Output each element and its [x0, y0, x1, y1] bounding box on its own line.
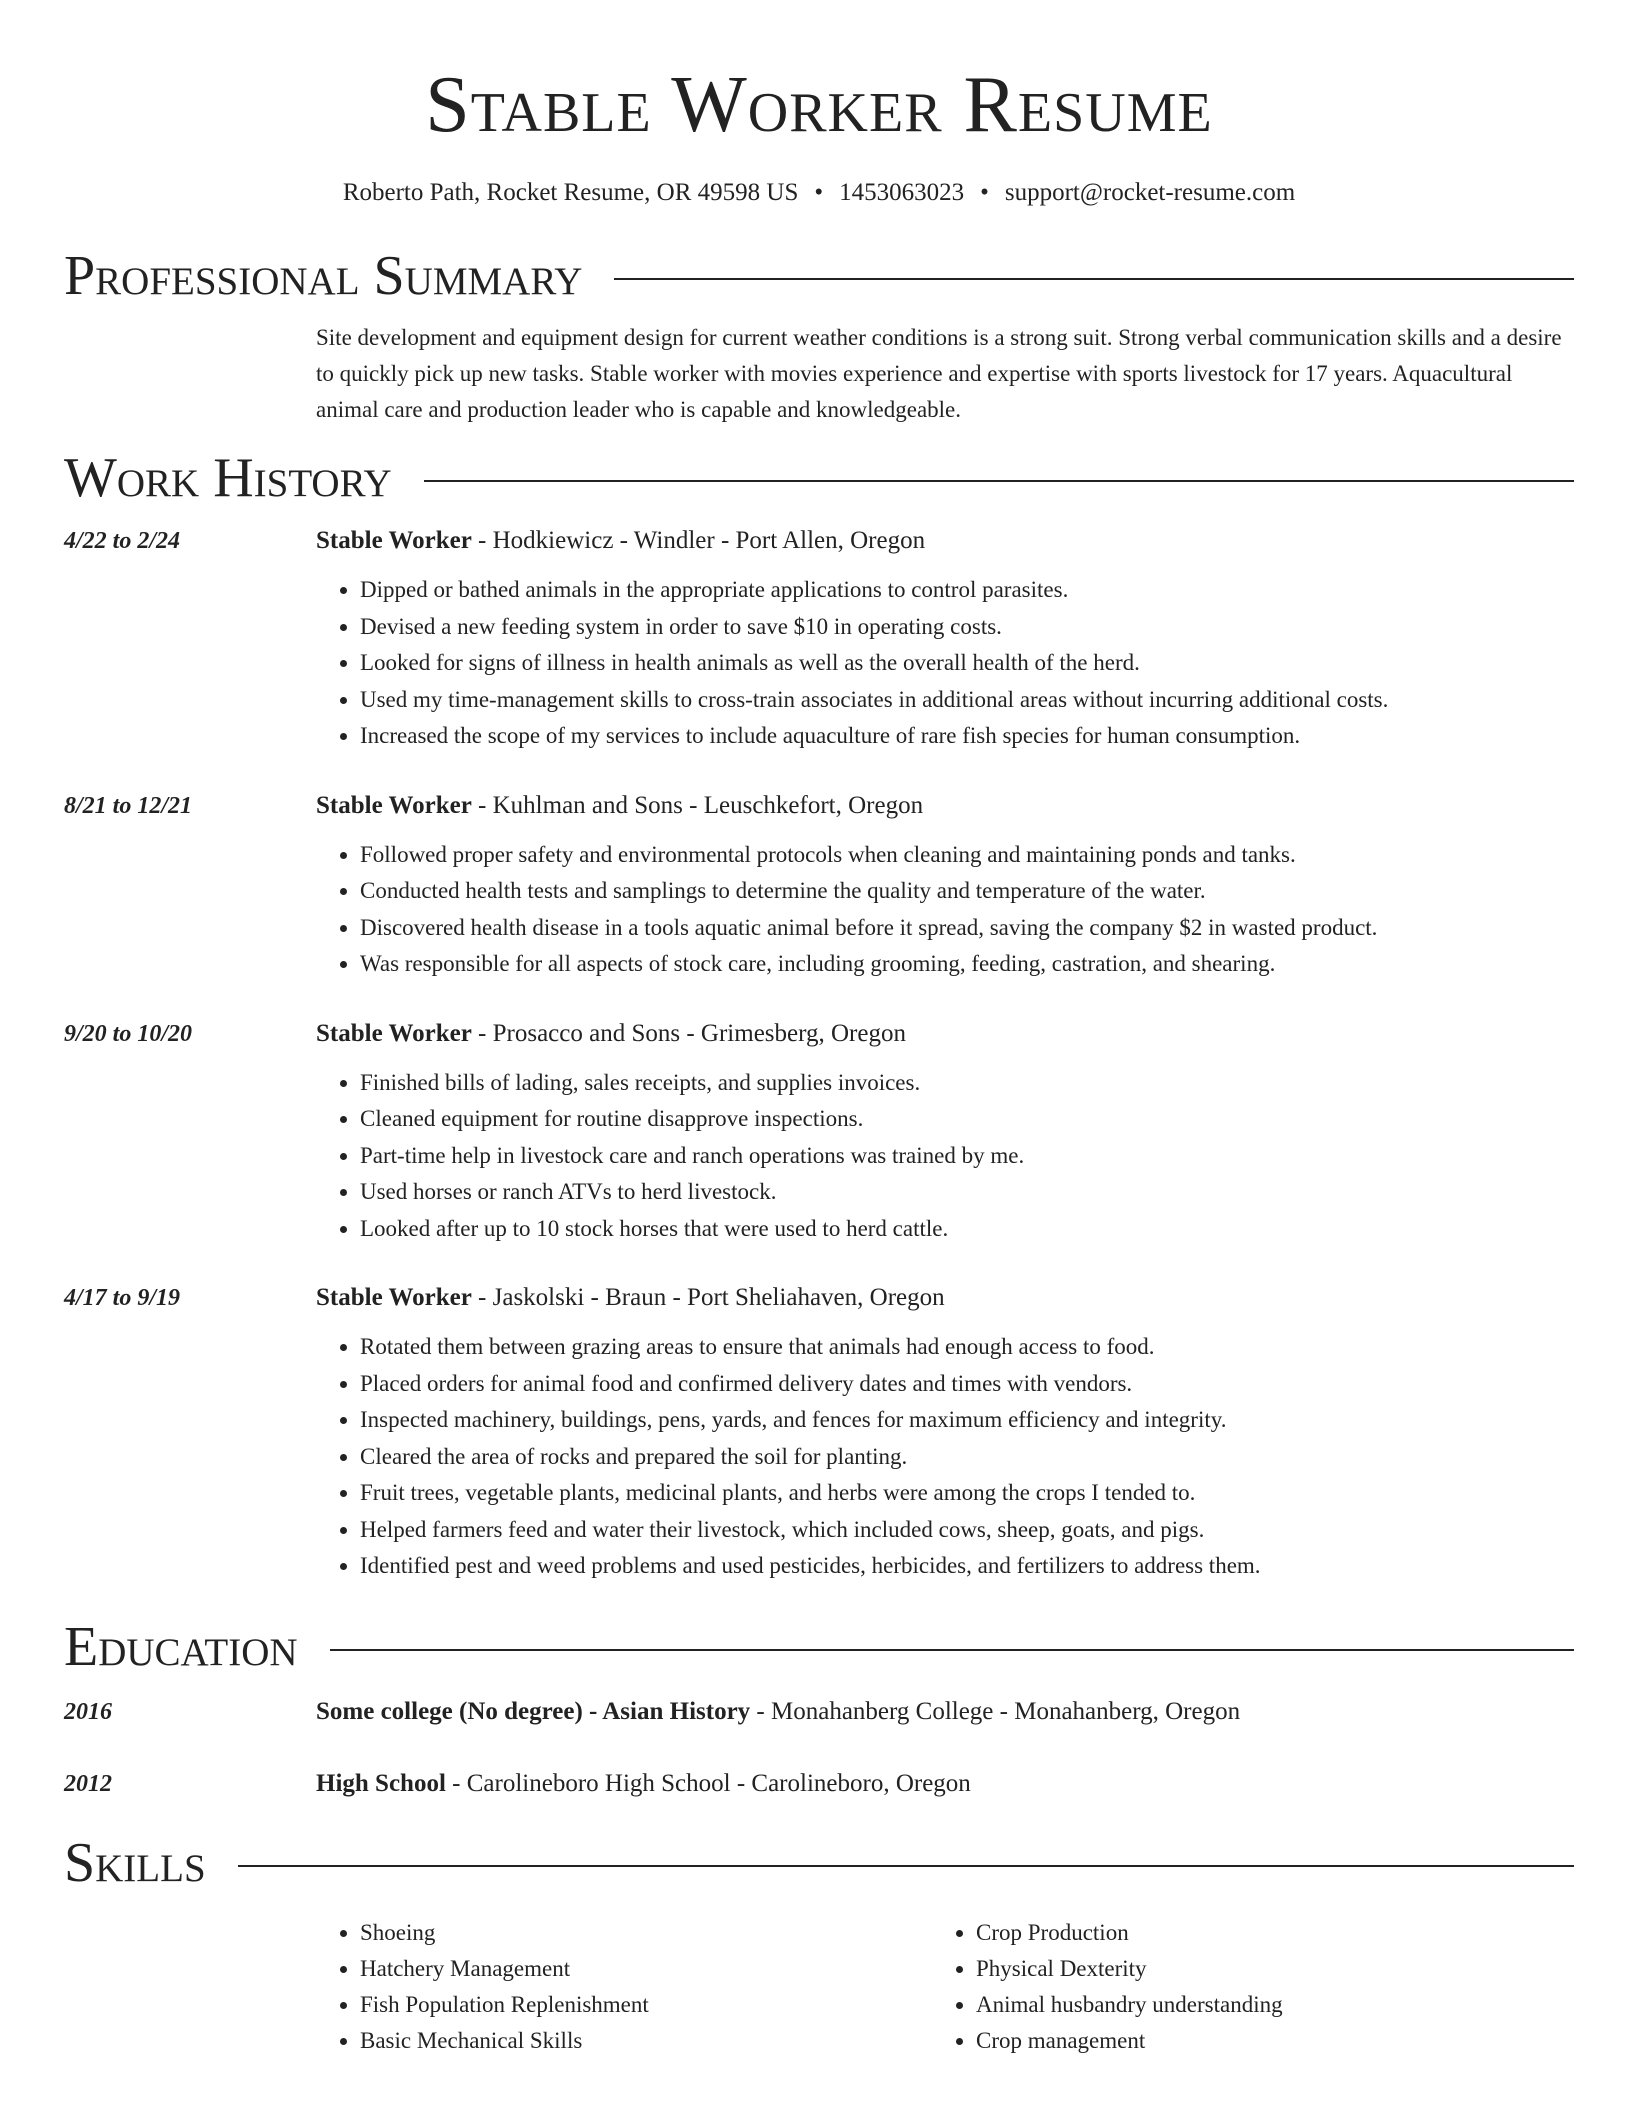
list-item: • Helped farmers feed and water their livestock, which included cows, sheep, goats, and pigs. — [360, 1512, 1574, 1549]
education-details: - Monahanberg College - Monahanberg, Oregon — [750, 1697, 1241, 1725]
skill-item: • Hatchery Management — [360, 1951, 932, 1987]
list-item: • Followed proper safety and environmental protocols when cleaning and maintaining ponds and tanks. — [360, 837, 1574, 874]
job-details: - Jaskolski - Braun - Port Sheliahaven, Oregon — [471, 1284, 945, 1311]
job-title: Stable Worker — [316, 1019, 472, 1047]
job-entry — [64, 1281, 1574, 1585]
job-bullets — [316, 572, 1574, 755]
list-item: • Rotated them between grazing areas to ensure that animals had enough access to food. — [360, 1329, 1574, 1366]
list-item: • Finished bills of lading, sales receipts, and supplies invoices. — [360, 1065, 1574, 1102]
section-rule — [614, 278, 1574, 280]
list-item: • Conducted health tests and samplings to determine the quality and temperature of the water. — [360, 873, 1574, 910]
resume-page — [64, 0, 1574, 2059]
list-item: • Placed orders for animal food and confirmed delivery dates and times with vendors. — [360, 1366, 1574, 1403]
list-item: • Looked for signs of illness in health animals as well as the overall health of the herd. — [360, 645, 1574, 682]
list-item: • Discovered health disease in a tools aquatic animal before it spread, saving the company $2 in wasted product. — [360, 910, 1574, 947]
education-degree: Some college (No degree) - Asian History — [316, 1697, 751, 1725]
section-title: Education — [64, 1615, 298, 1678]
skill-item: • Crop Production — [976, 1915, 1283, 1951]
job-details: - Kuhlman and Sons - Leuschkefort, Oregon — [471, 791, 924, 819]
education-date: 2016 — [64, 1698, 112, 1725]
education-degree: High School — [316, 1769, 446, 1797]
job-title: Stable Worker — [316, 527, 472, 554]
section-skills — [64, 1831, 1574, 1895]
separator-dot: • — [980, 179, 989, 206]
skills-column-left — [316, 1915, 932, 2059]
education-entry — [64, 1767, 1574, 1801]
skill-item: • Basic Mechanical Skills — [360, 2023, 932, 2059]
list-item: • Devised a new feeding system in order to save $10 in operating costs. — [360, 609, 1574, 646]
contact-address: Roberto Path, Rocket Resume, OR 49598 US — [342, 179, 799, 206]
section-rule — [238, 1865, 1574, 1867]
contact-line — [64, 178, 1574, 208]
list-item: • Used horses or ranch ATVs to herd livestock. — [360, 1174, 1574, 1211]
section-professional-summary — [64, 244, 1574, 308]
separator-dot: • — [814, 179, 824, 206]
job-entry — [64, 524, 1574, 755]
section-title: Professional Summary — [64, 245, 583, 307]
section-work-history — [64, 446, 1574, 510]
job-title: Stable Worker — [316, 791, 472, 819]
contact-phone: 1453063023 — [839, 179, 965, 206]
list-item: • Identified pest and weed problems and used pesticides, herbicides, and fertilizers to address them. — [360, 1548, 1574, 1585]
list-item: • Part-time help in livestock care and ranch operations was trained by me. — [360, 1138, 1574, 1175]
education-details: - Carolineboro High School - Carolineboro, Oregon — [445, 1769, 971, 1797]
section-title: Skills — [64, 1831, 206, 1894]
skills-list — [316, 1915, 1574, 2059]
list-item: • Cleaned equipment for routine disapprove inspections. — [360, 1101, 1574, 1138]
job-bullets — [316, 837, 1574, 983]
job-details: - Prosacco and Sons - Grimesberg, Oregon — [471, 1019, 906, 1047]
skill-item: • Animal husbandry understanding — [976, 1987, 1283, 2023]
job-entry — [64, 1017, 1574, 1248]
list-item: • Fruit trees, vegetable plants, medicinal plants, and herbs were among the crops I tended to. — [360, 1475, 1574, 1512]
job-entry — [64, 789, 1574, 983]
section-education — [64, 1615, 1574, 1679]
education-date: 2012 — [64, 1770, 112, 1797]
section-title: Work History — [64, 447, 392, 509]
skill-item: • Physical Dexterity — [976, 1951, 1283, 1987]
job-date: 4/22 to 2/24 — [64, 528, 181, 554]
list-item: • Looked after up to 10 stock horses that were used to herd cattle. — [360, 1211, 1574, 1248]
summary-text: Site development and equipment design for current weather conditions is a strong suit. Strong verbal communication skills and a desire to quickly pick up new tasks. Stable worker with movies experience and expertise with sports livestock for 17 years. Aquacultural animal care and production leader who is capable and knowledgeable. — [316, 325, 1562, 422]
list-item: • Dipped or bathed animals in the appropriate applications to control parasites. — [360, 572, 1574, 609]
job-title: Stable Worker — [316, 1284, 472, 1311]
skill-item: • Shoeing — [360, 1915, 932, 1951]
job-date: 9/20 to 10/20 — [64, 1020, 193, 1047]
job-date: 8/21 to 12/21 — [64, 792, 193, 819]
resume-title: Stable Worker Resume — [425, 61, 1213, 149]
list-item: • Cleared the area of rocks and prepared the soil for planting. — [360, 1439, 1574, 1476]
section-rule — [330, 1649, 1574, 1651]
skills-column-right — [932, 1915, 1283, 2059]
job-details: - Hodkiewicz - Windler - Port Allen, Oregon — [471, 527, 926, 554]
list-item: • Was responsible for all aspects of stock care, including grooming, feeding, castration, and shearing. — [360, 946, 1574, 983]
list-item: • Increased the scope of my services to include aquaculture of rare fish species for human consumption. — [360, 718, 1574, 755]
job-date: 4/17 to 9/19 — [64, 1285, 181, 1311]
skill-item: • Crop management — [976, 2023, 1283, 2059]
job-bullets — [316, 1329, 1574, 1585]
education-entry — [64, 1695, 1574, 1729]
job-bullets — [316, 1065, 1574, 1248]
skill-item: • Fish Population Replenishment — [360, 1987, 932, 2023]
list-item: • Used my time-management skills to cross-train associates in additional areas without incurring additional costs. — [360, 682, 1574, 719]
section-rule — [424, 480, 1574, 482]
list-item: • Inspected machinery, buildings, pens, yards, and fences for maximum efficiency and integrity. — [360, 1402, 1574, 1439]
contact-email: support@rocket-resume.com — [1004, 179, 1296, 206]
